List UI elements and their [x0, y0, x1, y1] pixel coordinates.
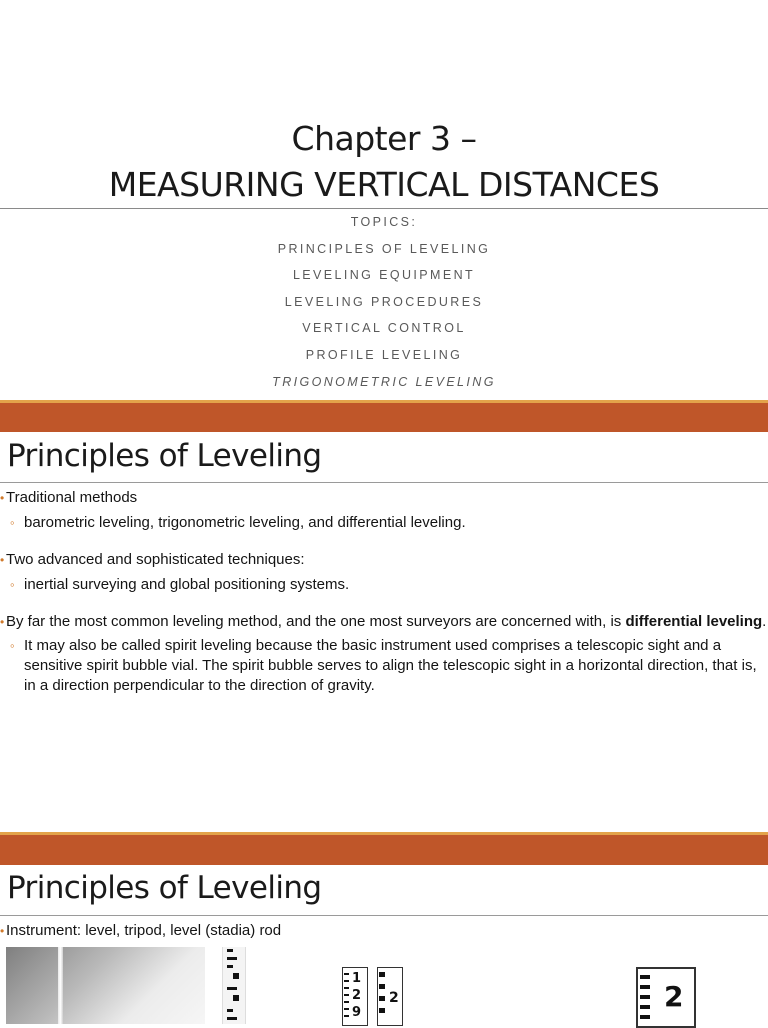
sub-bullet-item [0, 513, 768, 533]
bullet-icon: • [0, 553, 5, 567]
bullet-text: Instrument: level, tripod, level (stadia) rod [6, 922, 282, 939]
chapter-title-line-2: MEASURING VERTICAL DISTANCES [108, 165, 660, 204]
chapter-title [0, 116, 768, 208]
title-divider [0, 208, 768, 209]
bullet-icon: • [0, 491, 5, 505]
bullet-item [0, 488, 768, 508]
level-instrument-photo [6, 947, 205, 1024]
slide-title: Principles of Leveling [7, 438, 322, 474]
tripod-leg [58, 947, 63, 1024]
sub-bullet-icon: ◦ [10, 515, 15, 530]
bullet-item [0, 612, 768, 632]
bullet-icon: • [0, 924, 5, 938]
sub-bullet-item [0, 636, 768, 696]
topics-heading: TOPICS: [350, 215, 418, 229]
bullet-item [0, 921, 768, 941]
bullet-item [0, 550, 768, 570]
bullet-text-end: . [762, 613, 767, 630]
slide-content [0, 488, 768, 696]
title-slide [0, 0, 768, 400]
stadia-rod-image [377, 967, 403, 1026]
level-rod-closeup-image [636, 967, 696, 1028]
rod-number: 1 [352, 971, 362, 986]
sub-bullet-icon: ◦ [10, 577, 15, 592]
slide-divider-band [0, 835, 768, 865]
rod-number: 2 [389, 990, 399, 1006]
topic-item: LEVELING PROCEDURES [284, 294, 484, 309]
content-slide-1 [0, 432, 768, 832]
topic-item: PRINCIPLES OF LEVELING [277, 241, 491, 256]
stadia-rod-image [342, 967, 368, 1026]
bullet-text-bold: differential leveling [625, 613, 763, 630]
topic-item: VERTICAL CONTROL [302, 321, 466, 336]
level-rod-image [222, 947, 246, 1024]
sub-bullet-text: inertial surveying and global positioning systems. [24, 576, 350, 593]
topic-item: PROFILE LEVELING [305, 347, 463, 362]
bullet-text: By far the most common leveling method, and the one most surveyors are concerned with, is [6, 613, 622, 630]
slide-title-divider [0, 482, 768, 483]
topics-list [0, 214, 768, 400]
topic-item: LEVELING EQUIPMENT [292, 268, 476, 283]
rod-number: 9 [352, 1005, 362, 1020]
rod-number: 2 [664, 980, 684, 1013]
sub-bullet-item [0, 575, 768, 595]
sub-bullet-icon: ◦ [10, 638, 15, 653]
slide-content [0, 921, 768, 941]
bullet-text: Traditional methods [6, 489, 138, 506]
topic-item: TRIGONOMETRIC LEVELING [272, 374, 496, 389]
sub-bullet-text: barometric leveling, trigonometric leveling, and differential leveling. [24, 514, 466, 531]
bullet-icon: • [0, 615, 5, 629]
slide-title-divider [0, 915, 768, 916]
bullet-text: Two advanced and sophisticated techniques: [6, 551, 305, 568]
sub-bullet-text: It may also be called spirit leveling because the basic instrument used comprises a telescopic sight and a sensitive spirit bubble vial. The spirit bubble serves to align the telescopic sight in a horizontal direction, that is, in a direction perpendicular to the direction of gravity. [24, 637, 757, 694]
chapter-title-line-1: Chapter 3 – [291, 119, 477, 158]
slide-divider-band [0, 403, 768, 432]
slide-title: Principles of Leveling [7, 870, 322, 906]
rod-number: 2 [352, 988, 362, 1003]
